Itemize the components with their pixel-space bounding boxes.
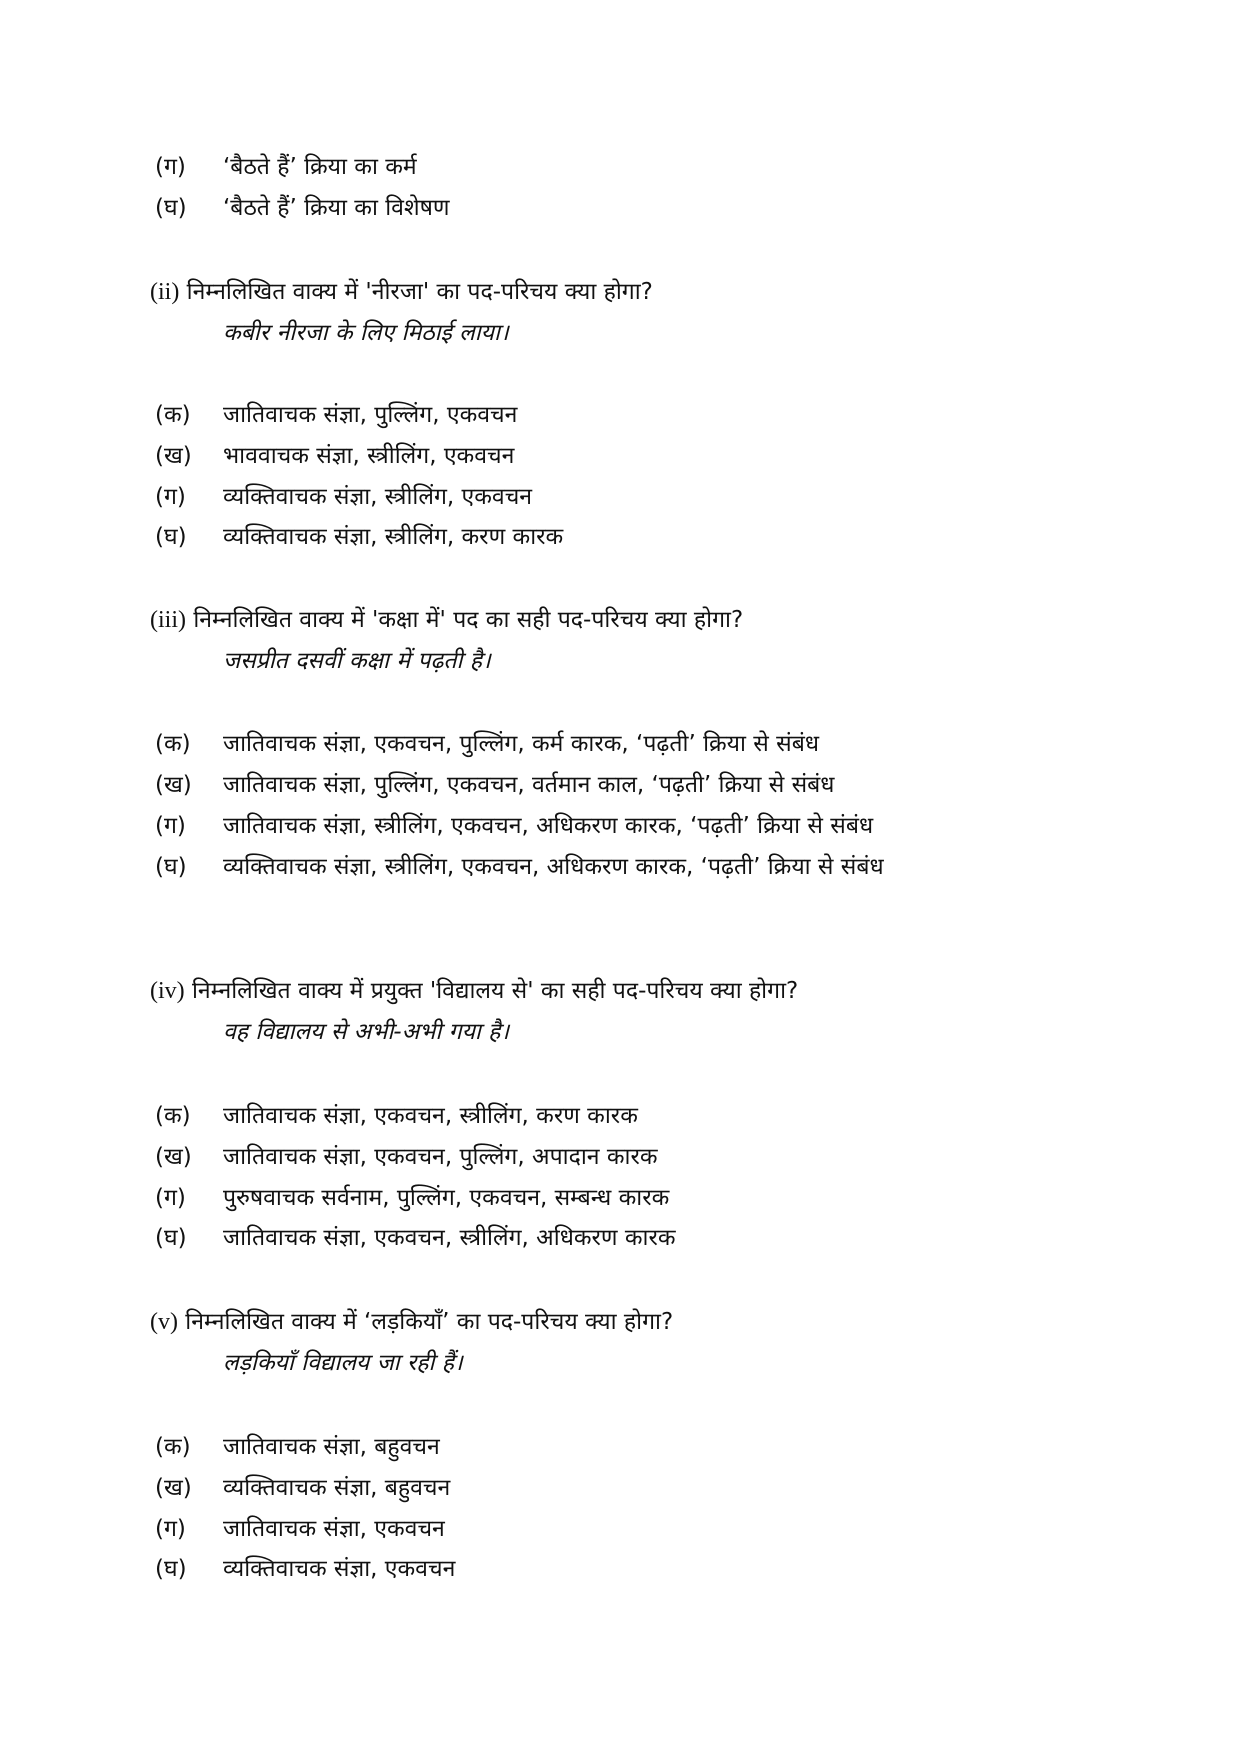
- question-sentence: कबीर नीरजा के लिए मिठाई लाया।: [223, 320, 509, 346]
- option-text: जातिवाचक संज्ञा, एकवचन, स्त्रीलिंग, अधिकरण कारक: [223, 1225, 676, 1251]
- option-text: व्यक्तिवाचक संज्ञा, एकवचन: [223, 1556, 456, 1582]
- option-letter: (क): [155, 1434, 191, 1460]
- question-number: (iv): [150, 978, 185, 1004]
- option-text: जातिवाचक संज्ञा, स्त्रीलिंग, एकवचन, अधिकरण कारक, ‘पढ़ती’ क्रिया से संबंध: [223, 813, 874, 839]
- option-letter: (ग): [155, 1516, 186, 1542]
- option-letter: (ख): [155, 443, 192, 469]
- question-prompt: [150, 605, 743, 635]
- option-letter: (ग): [155, 813, 186, 839]
- option-text: व्यक्तिवाचक संज्ञा, स्त्रीलिंग, एकवचन: [223, 484, 533, 510]
- option-text: व्यक्तिवाचक संज्ञा, स्त्रीलिंग, करण कारक: [223, 524, 564, 550]
- option-letter: (ख): [155, 1144, 192, 1170]
- option-text: जातिवाचक संज्ञा, बहुवचन: [223, 1434, 440, 1460]
- option-letter: (घ): [155, 524, 187, 550]
- question-prompt: [150, 976, 798, 1006]
- option-letter: (घ): [155, 1225, 187, 1251]
- question-sentence: वह विद्यालय से अभी-अभी गया है।: [223, 1019, 510, 1045]
- question-number: (v): [150, 1309, 178, 1335]
- question-sentence: लड़कियाँ विद्यालय जा रही हैं।: [223, 1350, 463, 1376]
- option-text: भाववाचक संज्ञा, स्त्रीलिंग, एकवचन: [223, 443, 515, 469]
- option-text: जातिवाचक संज्ञा, पुल्लिंग, एकवचन: [223, 402, 518, 428]
- option-text: जातिवाचक संज्ञा, एकवचन, स्त्रीलिंग, करण कारक: [223, 1103, 638, 1129]
- question-text: निम्नलिखित वाक्य में 'कक्षा में' पद का सही पद-परिचय क्या होगा?: [193, 607, 744, 633]
- question-text: निम्नलिखित वाक्य में ‘लड़कियाँ’ का पद-परिचय क्या होगा?: [185, 1309, 674, 1335]
- question-text: निम्नलिखित वाक्य में प्रयुक्त 'विद्यालय से' का सही पद-परिचय क्या होगा?: [191, 978, 799, 1004]
- option-letter: (ग): [155, 484, 186, 510]
- option-text: जातिवाचक संज्ञा, एकवचन, पुल्लिंग, अपादान कारक: [223, 1144, 658, 1170]
- option-text: जातिवाचक संज्ञा, एकवचन, पुल्लिंग, कर्म कारक, ‘पढ़ती’ क्रिया से संबंध: [223, 731, 819, 757]
- option-letter: (क): [155, 1103, 191, 1129]
- option-text: जातिवाचक संज्ञा, पुल्लिंग, एकवचन, वर्तमान काल, ‘पढ़ती’ क्रिया से संबंध: [223, 772, 835, 798]
- option-text: जातिवाचक संज्ञा, एकवचन: [223, 1516, 445, 1542]
- option-text: व्यक्तिवाचक संज्ञा, बहुवचन: [223, 1475, 451, 1501]
- option-text: ‘बैठते हैं’ क्रिया का विशेषण: [223, 195, 450, 221]
- question-text: निम्नलिखित वाक्य में 'नीरजा' का पद-परिचय क्या होगा?: [186, 279, 653, 305]
- question-number: (iii): [150, 607, 186, 633]
- option-letter: (क): [155, 402, 191, 428]
- option-letter: (ग): [155, 1185, 186, 1211]
- question-number: (ii): [150, 279, 180, 305]
- option-text: ‘बैठते हैं’ क्रिया का कर्म: [223, 154, 417, 180]
- option-letter: (ख): [155, 772, 192, 798]
- option-letter: (क): [155, 731, 191, 757]
- question-sentence: जसप्रीत दसवीं कक्षा में पढ़ती है।: [223, 648, 491, 674]
- option-letter: (घ): [155, 1556, 187, 1582]
- question-prompt: [150, 1307, 673, 1337]
- question-prompt: [150, 277, 653, 307]
- option-text: व्यक्तिवाचक संज्ञा, स्त्रीलिंग, एकवचन, अधिकरण कारक, ‘पढ़ती’ क्रिया से संबंध: [223, 854, 884, 880]
- option-text: पुरुषवाचक सर्वनाम, पुल्लिंग, एकवचन, सम्बन्ध कारक: [223, 1185, 670, 1211]
- option-letter: (ग): [155, 154, 186, 180]
- option-letter: (घ): [155, 854, 187, 880]
- option-letter: (घ): [155, 195, 187, 221]
- option-letter: (ख): [155, 1475, 192, 1501]
